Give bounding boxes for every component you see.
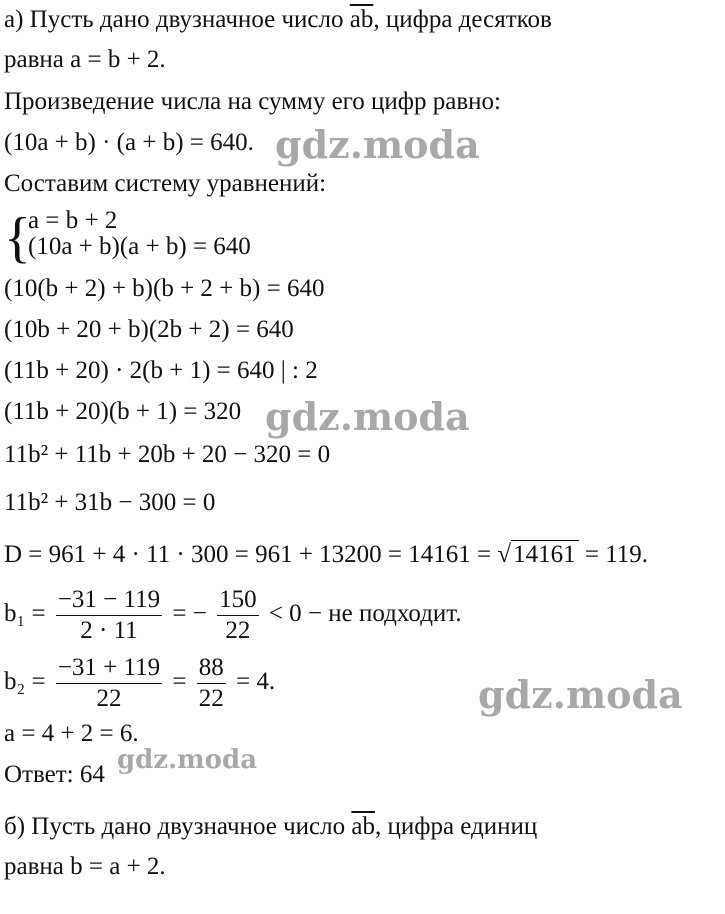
line-part-a-intro <box>4 6 552 34</box>
line-part-b-intro <box>4 813 537 841</box>
b2-numerator-2: 88 <box>197 653 226 684</box>
b2-numerator: −31 + 119 <box>56 653 162 684</box>
b2-result: = 4. <box>235 668 276 695</box>
line-system-intro: Составим систему уравнений: <box>4 170 327 197</box>
sqrt-radicand: 14161 <box>511 540 579 569</box>
line-step-4: (11b + 20)(b + 1) = 320 <box>4 398 242 425</box>
b1-fraction-1 <box>56 585 162 646</box>
b2-denominator-2: 22 <box>198 684 224 712</box>
b2-fraction-1 <box>56 653 162 714</box>
b2-label: b₂ = <box>4 668 46 695</box>
b1-conclusion: < 0 − не подходит. <box>268 600 462 627</box>
line-product-statement: Произведение числа на сумму его цифр равно: <box>4 88 501 115</box>
b1-numerator-2: 150 <box>217 585 259 616</box>
line-step-5: 11b² + 11b + 20b + 20 − 320 = 0 <box>4 441 331 468</box>
text-a-intro-tail: , цифра десятков <box>373 6 552 33</box>
line-root-b1 <box>4 584 462 646</box>
line-equation-1: (10a + b) · (a + b) = 640. <box>4 129 254 156</box>
watermark: gdz.moda <box>275 122 480 167</box>
overline-ab-b: $\overline{ab}$ <box>351 813 375 840</box>
text-b-intro: б) Пусть дано двузначное число <box>4 813 352 840</box>
b2-mid: = <box>172 668 187 695</box>
b1-denominator-2: 22 <box>225 616 251 644</box>
b1-label: b₁ = <box>4 600 46 627</box>
line-step-3: (11b + 20) · 2(b + 1) = 640 | : 2 <box>4 357 318 384</box>
line-b-equals: равна b = a + 2. <box>4 853 166 880</box>
b2-fraction-2 <box>197 653 226 714</box>
discriminant-tail: = 119. <box>578 541 649 568</box>
line-a-value: a = 4 + 2 = 6. <box>4 720 139 747</box>
system-eq-2: (10a + b)(a + b) = 640 <box>28 233 251 260</box>
b1-numerator: −31 − 119 <box>56 585 162 616</box>
line-root-b2 <box>4 652 275 714</box>
system-brace: { <box>4 207 31 269</box>
overline-ab: $\overline{ab}$ <box>349 6 374 33</box>
b1-mid: = − <box>172 600 207 627</box>
b1-fraction-2 <box>217 585 259 646</box>
b1-denominator: 2 · 11 <box>80 616 138 644</box>
watermark: gdz.moda <box>478 672 683 717</box>
line-step-2: (10b + 20 + b)(2b + 2) = 640 <box>4 316 294 343</box>
line-step-1: (10(b + 2) + b)(b + 2 + b) = 640 <box>4 275 325 302</box>
watermark: gdz.moda <box>265 394 470 439</box>
line-step-6: 11b² + 31b − 300 = 0 <box>4 489 216 516</box>
discriminant-text: D = 961 + 4 · 11 · 300 = 961 + 13200 = 14161 = √ <box>4 541 512 568</box>
line-answer: Ответ: 64 <box>4 761 105 788</box>
line-a-equals: равна a = b + 2. <box>4 46 166 73</box>
watermark: gdz.moda <box>117 745 258 775</box>
text-b-intro-tail: , цифра единиц <box>374 813 538 840</box>
line-discriminant <box>4 540 648 569</box>
system-eq-1: a = b + 2 <box>28 207 118 234</box>
text-a-intro: а) Пусть дано двузначное число <box>4 6 350 33</box>
b2-denominator: 22 <box>96 684 122 712</box>
